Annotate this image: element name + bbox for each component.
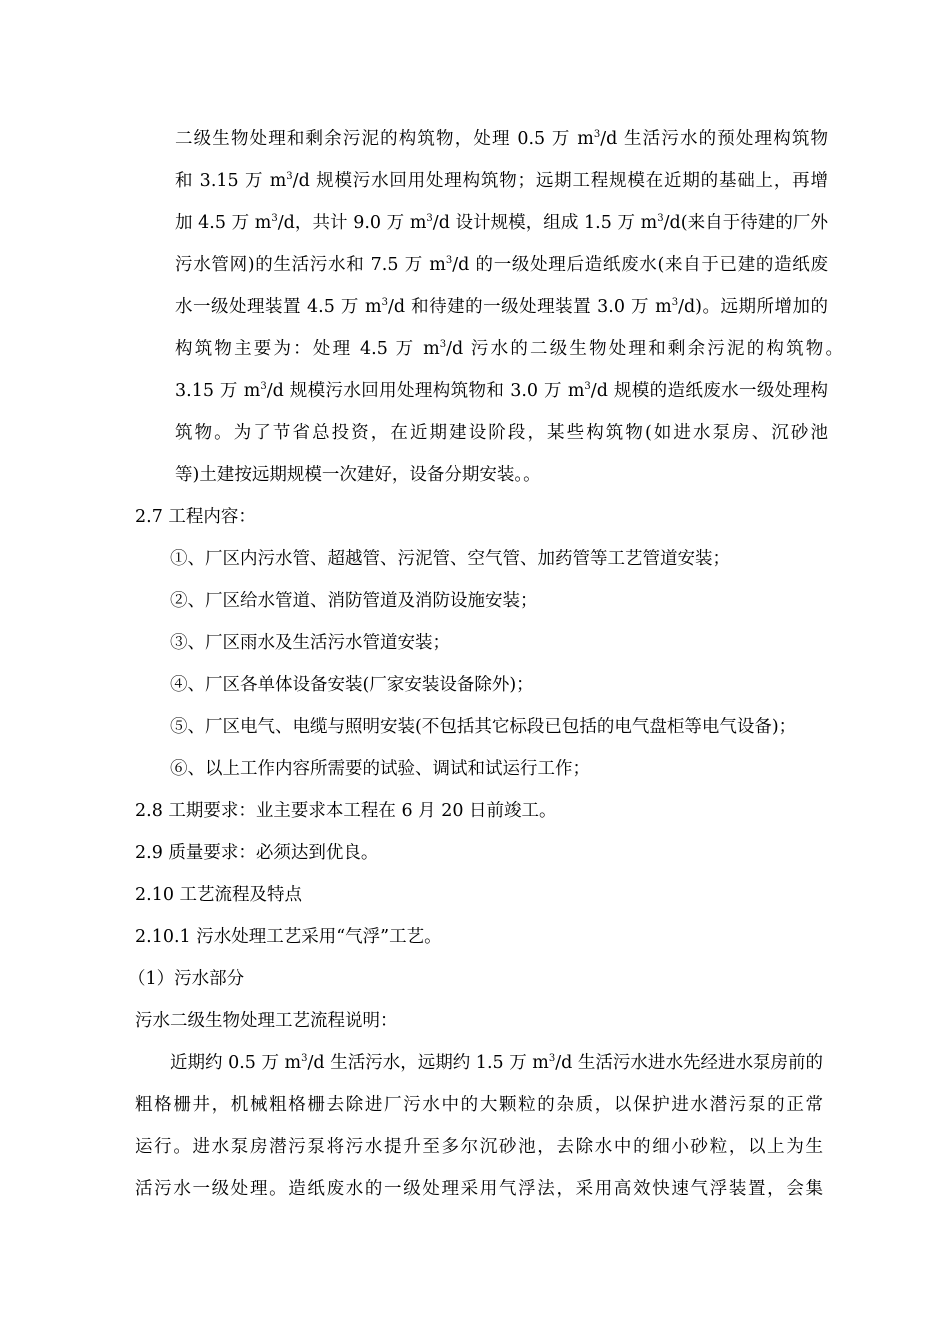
section-2-7-heading: 2.7 工程内容： [135,507,256,527]
intro-line-7: 3.15 万 $m^3/d$ 规模污水回用处理构筑物和 3.0 万 $m^3/d$ 规模的造纸废水一级处理构 [175,381,828,401]
list-item-2: ②、厂区给水管道、消防管道及消防设施安装； [170,591,538,611]
body-line-2: 粗格栅井，机械粗格栅去除进厂污水中的大颗粒的杂质，以保护进水潜污泵的正常 [135,1095,823,1115]
section-2-10-heading: 2.10 工艺流程及特点 [135,885,303,905]
intro-line-8: 筑物。为了节省总投资，在近期建设阶段，某些构筑物(如进水泵房、沉砂池 [175,423,828,443]
body-line-1: 近期约 0.5 万 $m^3/d$ 生活污水，远期约 1.5 万 $m^3/d$ 生活污水进水先经进水泵房前的 [170,1053,823,1073]
list-item-4: ④、厂区各单体设备安装(厂家安装设备除外)； [170,675,534,695]
intro-line-2: 和 3.15 万 $m^3/d$ 规模污水回用处理构筑物；远期工程规模在近期的基础上，再增 [175,171,828,191]
list-item-5: ⑤、厂区电气、电缆与照明安装(不包括其它标段已包括的电气盘柜等电气设备)； [170,717,797,737]
section-2-8: 2.8 工期要求：业主要求本工程在 6 月 20 日前竣工。 [135,801,557,821]
section-2-10-1-heading: 2.10.1 污水处理工艺采用“气浮”工艺。 [135,927,442,947]
flow-title: 污水二级生物处理工艺流程说明： [135,1011,398,1031]
list-item-1: ①、厂区内污水管、超越管、污泥管、空气管、加药管等工艺管道安装； [170,549,730,569]
intro-line-3: 加 4.5 万 $m^3/d$，共计 9.0 万 $m^3/d$ 设计规模，组成 1.5 万 $m^3/d$(来自于待建的厂外 [175,213,828,233]
body-line-4: 活污水一级处理。造纸废水的一级处理采用气浮法，采用高效快速气浮装置，会集 [135,1179,823,1199]
sub-heading-sewage: （1）污水部分 [128,969,245,989]
intro-line-5: 水一级处理装置 4.5 万 $m^3/d$ 和待建的一级处理装置 3.0 万 $m^3/d$)。远期所增加的 [175,297,828,317]
intro-line-9: 等)土建按远期规模一次建好，设备分期安装。。 [175,465,541,485]
body-line-3: 运行。进水泵房潜污泵将污水提升至多尔沉砂池，去除水中的细小砂粒，以上为生 [135,1137,823,1157]
list-item-6: ⑥、以上工作内容所需要的试验、调试和试运行工作； [170,759,590,779]
intro-line-6: 构筑物主要为：处理 4.5 万 $m^3/d$ 污水的二级生物处理和剩余污泥的构筑物。 [175,339,843,359]
intro-line-1: 二级生物处理和剩余污泥的构筑物，处理 0.5 万 $m^3/d$ 生活污水的预处理构筑物 [175,129,828,149]
intro-line-4: 污水管网)的生活污水和 7.5 万 $m^3/d$ 的一级处理后造纸废水(来自于已建的造纸废 [175,255,828,275]
list-item-3: ③、厂区雨水及生活污水管道安装； [170,633,450,653]
section-2-9: 2.9 质量要求：必须达到优良。 [135,843,379,863]
